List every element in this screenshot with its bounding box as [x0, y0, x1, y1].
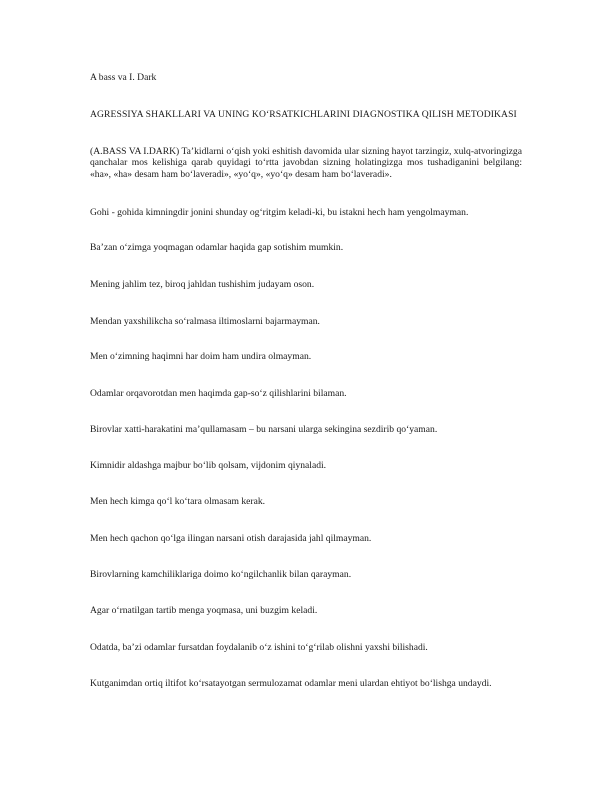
statement-item: Men hech qachon qo‘lga ilingan narsani otish darajasida jahl qilmayman.: [90, 533, 372, 544]
document-title: AGRESSIYA SHAKLLARI VA UNING KO‘RSATKICHLARINI DIAGNOSTIKA QILISH METODIKASI: [90, 109, 517, 120]
statement-item: Odamlar orqavorotdan men haqimda gap-so‘z qilishlarini bilaman.: [90, 388, 347, 399]
statement-item: Men hech kimga qo‘l ko‘tara olmasam kerak.: [90, 496, 266, 507]
statement-item: Men o‘zimning haqimni har doim ham undira olmayman.: [90, 351, 312, 362]
statement-item: Ba’zan o‘zimga yoqmagan odamlar haqida gap sotishim mumkin.: [90, 242, 344, 253]
statement-item: Mening jahlim tez, biroq jahldan tushishim judayam oson.: [90, 279, 315, 290]
statement-item: Birovlar xatti-harakatini ma’qullamasam – bu narsani ularga sekingina sezdirib qo‘yaman.: [90, 424, 438, 435]
statement-item: Kutganimdan ortiq iltifot ko‘rsatayotgan sermulozamat odamlar meni ulardan ehtiyot bo‘lishga undaydi.: [90, 678, 492, 689]
statement-item: Odatda, ba’zi odamlar fursatdan foydalanib o‘z ishini to‘g‘rilab olishni yaxshi bilishadi.: [90, 642, 428, 653]
statement-item: Mendan yaxshilikcha so‘ralmasa iltimoslarni bajarmayman.: [90, 316, 320, 327]
author-line: A bass va I. Dark: [90, 72, 157, 83]
statement-item: Kimnidir aldashga majbur bo‘lib qolsam, vijdonim qiynaladi.: [90, 460, 327, 471]
statement-item: Gohi - gohida kimningdir jonini shunday og‘ritgim keladi-ki, bu istakni hech ham yengolmayman.: [90, 207, 469, 218]
instructions-paragraph: (A.BASS VA I.DARK) Ta’kidlarni o‘qish yoki eshitish davomida ular sizning hayot tarzingiz, xulq-atvoringizga qanchalar mos kelishiga qarab quyidagi to‘rtta javobdan sizning holatingizga mos tushadiganini belgilang: «ha», «ha» desam ham bo‘laveradi», «yo‘q», «yo‘q» desam ham bo‘laveradi».: [90, 146, 522, 180]
statement-item: Agar o‘rnatilgan tartib menga yoqmasa, uni buzgim keladi.: [90, 605, 318, 616]
statement-item: Birovlarning kamchiliklariga doimo ko‘ngilchanlik bilan qarayman.: [90, 569, 352, 580]
